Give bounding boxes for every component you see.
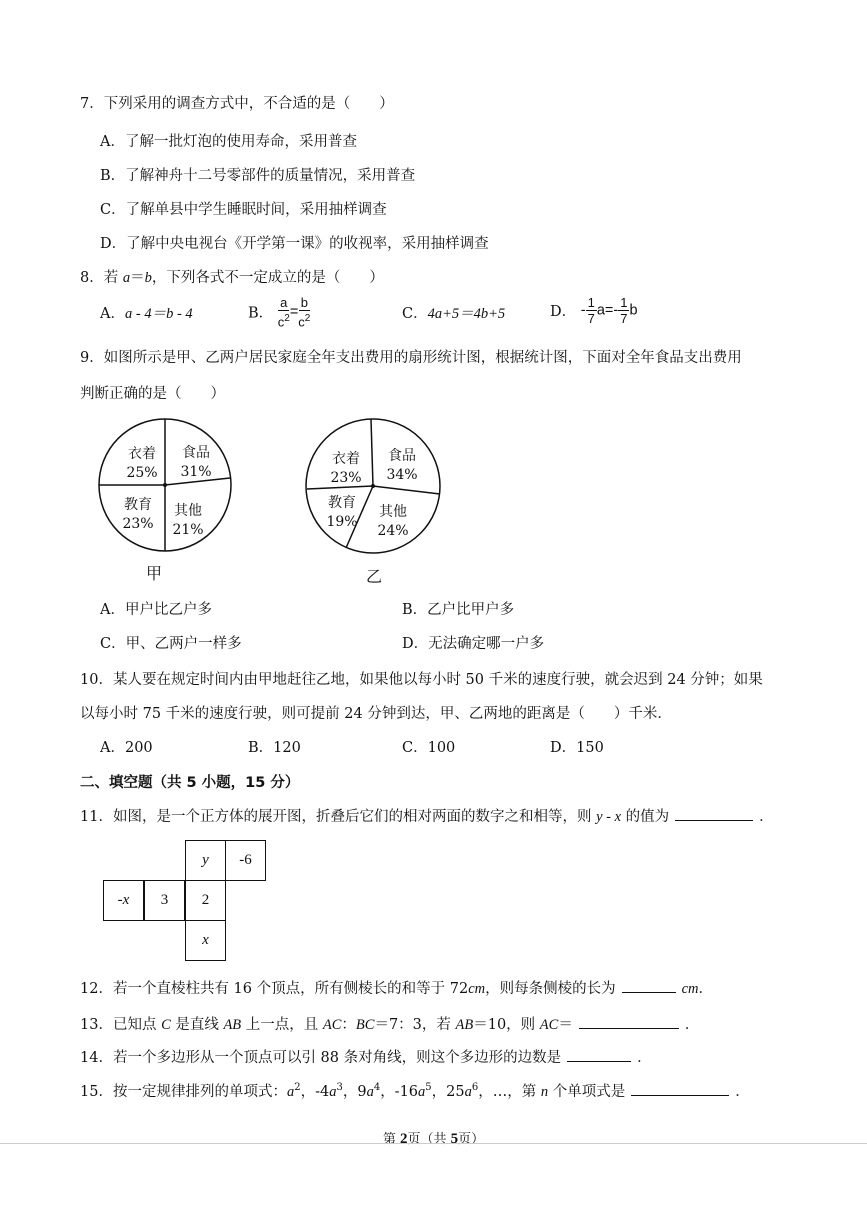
- pie-jia-caption: 甲: [145, 564, 163, 583]
- q7-option-d: D．了解中央电视台《开学第一课》的收视率，采用抽样调查: [100, 236, 489, 252]
- fraction-one-seventh: $\frac{1}{7}$: [587, 295, 595, 326]
- pie-jia-pct-other: 21%: [172, 522, 204, 538]
- pie-yi-caption: 乙: [365, 567, 383, 586]
- pie-chart-yi: [302, 408, 452, 598]
- pie-jia-pct-food: 31%: [180, 464, 212, 480]
- pie-yi-label-other: 其他: [379, 504, 407, 520]
- q13-stem: 13．已知点 C 是直线 AB 上一点，且 AC：BC＝7：3，若 AB＝10，则 AC＝ ．: [80, 1017, 700, 1033]
- q8-option-b: B． $\frac{a}{c^2}$ = $\frac{b}{c^2}$: [248, 295, 311, 330]
- q9-stem-line2: 判断正确的是（ ）: [80, 386, 225, 402]
- q14-stem: 14．若一个多边形从一个顶点可以引 88 条对角线，则这个多边形的边数是 ．: [80, 1050, 652, 1066]
- q13-answer-blank: [579, 1027, 679, 1029]
- pie-jia-pct-education: 23%: [122, 516, 154, 532]
- pie-jia-center: [163, 483, 167, 487]
- q10-line2: 以每小时 75 千米的速度行驶，则可提前 24 分钟到达，甲、乙两地的距离是（ ）千米．: [80, 706, 672, 722]
- section-title-fill-in: 二、填空题（共 5 小题，15 分）: [80, 775, 300, 791]
- q10-option-d: D．150: [550, 740, 604, 756]
- q10-option-c: C．100: [402, 740, 456, 756]
- q9-option-d: D．无法确定哪一户多: [402, 636, 545, 652]
- net-cell-x: x: [185, 920, 226, 961]
- q8-stem: 8．若 a＝b，下列各式不一定成立的是（ ）: [80, 270, 384, 286]
- q14-answer-blank: [567, 1060, 631, 1062]
- q9-option-b: B．乙户比甲户多: [402, 602, 515, 618]
- q11-stem: 11．如图，是一个正方体的展开图，折叠后它们的相对两面的数字之和相等，则 y - x 的值为 ．: [80, 809, 774, 825]
- page-footer: 第 2页（共 5页）: [382, 1131, 485, 1147]
- pie-yi-center: [371, 484, 375, 488]
- q12-answer-blank: [622, 991, 676, 993]
- q9-option-a: A．甲户比乙户多: [100, 602, 212, 618]
- pie-yi-divider-left: [307, 486, 373, 489]
- pie-yi-pct-education: 19%: [326, 514, 358, 530]
- pie-yi-pct-clothing: 23%: [330, 470, 362, 486]
- net-cell-2: 2: [185, 880, 226, 921]
- pie-yi-divider-top: [371, 419, 373, 486]
- q7-option-c: C．了解单县中学生睡眠时间，采用抽样调查: [100, 202, 387, 218]
- q8-option-c: C．4a+5＝4b+5: [402, 306, 506, 322]
- pie-jia-label-clothing: 衣着: [128, 446, 156, 462]
- pie-yi-pct-food: 34%: [386, 467, 418, 483]
- fraction-b-over-c2: $\frac{b}{c^2}$: [298, 295, 311, 330]
- q12-stem: 12．若一个直棱柱共有 16 个顶点，所有侧棱长的和等于 72cm，则每条侧棱的长为 cm．: [80, 981, 714, 997]
- net-cell-negx: -x: [103, 880, 144, 921]
- fraction-one-seventh: $\frac{1}{7}$: [620, 295, 628, 326]
- pie-jia-label-food: 食品: [182, 445, 210, 461]
- q10-option-b: B．120: [248, 740, 301, 756]
- q9-option-c: C．甲、乙两户一样多: [100, 636, 242, 652]
- net-cell-y: y: [185, 840, 226, 881]
- q8-option-a: A．a - 4＝b - 4: [100, 306, 193, 322]
- q11-answer-blank: [675, 819, 753, 821]
- q8-option-d: D． - $\frac{1}{7}$ a=- $\frac{1}{7}$ b: [550, 295, 638, 326]
- pie-yi-pct-other: 24%: [377, 523, 409, 539]
- q9-stem-line1: 9．如图所示是甲、乙两户居民家庭全年支出费用的扇形统计图，根据统计图，下面对全年食品支出费用: [80, 350, 742, 366]
- q7-stem: 7．下列采用的调查方式中，不合适的是（ ）: [80, 96, 394, 112]
- pie-yi-label-education: 教育: [328, 495, 356, 511]
- q7-option-b: B．了解神舟十二号零部件的质量情况，采用普查: [100, 168, 416, 184]
- pie-yi-label-clothing: 衣着: [332, 451, 360, 467]
- q15-stem: 15．按一定规律排列的单项式：$a^2$，$-4a^3$，$9a^4$，$-16a^5$，$25a^6$，…，第 n 个单项式是 ．: [80, 1082, 750, 1100]
- q10-option-a: A．200: [100, 740, 153, 756]
- net-cell-3: 3: [144, 880, 185, 921]
- footer-divider: [0, 1143, 867, 1144]
- net-cell-neg6: -6: [225, 840, 266, 881]
- pie-yi-label-food: 食品: [388, 448, 416, 464]
- q7-option-a: A．了解一批灯泡的使用寿命，采用普查: [100, 134, 357, 150]
- pie-chart-jia: [90, 408, 240, 598]
- fraction-a-over-c2: $\frac{a}{c^2}$: [277, 295, 290, 330]
- q15-answer-blank: [631, 1094, 729, 1096]
- pie-jia-label-education: 教育: [124, 497, 152, 513]
- pie-jia-label-other: 其他: [174, 503, 202, 519]
- pie-yi-divider-right: [373, 486, 440, 494]
- pie-jia-pct-clothing: 25%: [126, 465, 158, 481]
- q10-line1: 10．某人要在规定时间内由甲地赶往乙地，如果他以每小时 50 千米的速度行驶，就会迟到 24 分钟；如果: [80, 672, 763, 688]
